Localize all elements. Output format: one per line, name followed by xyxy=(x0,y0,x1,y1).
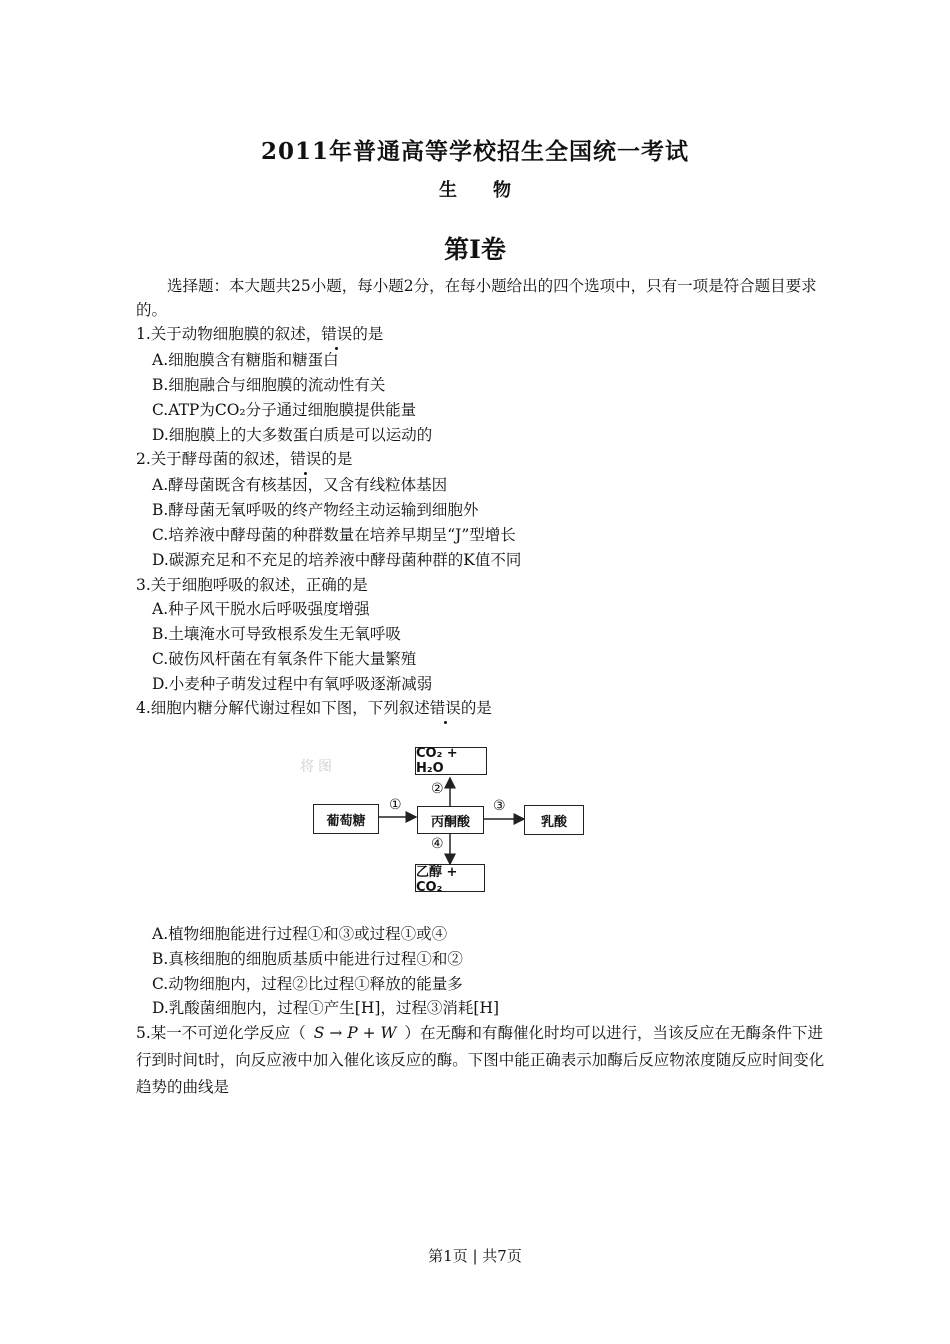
option-3b: B.土壤淹水可导致根系发生无氧呼吸 xyxy=(152,625,401,643)
option-4b: B.真核细胞的细胞质基质中能进行过程①和② xyxy=(152,950,463,968)
page-footer: 第1页 | 共7页 xyxy=(428,1247,522,1265)
question-4: 4.细胞内糖分解代谢过程如下图，下列叙述错误的是 xyxy=(136,696,492,720)
emphasis-dots: 错误 xyxy=(430,696,461,720)
section-title: 第Ⅰ卷 xyxy=(444,235,506,264)
question-3: 3.关于细胞呼吸的叙述，正确的是 xyxy=(136,576,368,594)
box-co2-h2o: CO₂ + H₂O xyxy=(415,747,487,775)
option-2c: C.培养液中酵母菌的种群数量在培养早期呈“J”型增长 xyxy=(152,526,516,544)
option-2b: B.酵母菌无氧呼吸的终产物经主动运输到细胞外 xyxy=(152,501,479,519)
option-2d: D.碳源充足和不充足的培养液中酵母菌种群的K值不同 xyxy=(152,551,522,569)
subject-title: 生 物 xyxy=(439,180,511,201)
question-1: 1.关于动物细胞膜的叙述，错误的是 xyxy=(136,322,383,346)
option-4c: C.动物细胞内，过程②比过程①释放的能量多 xyxy=(152,975,463,993)
option-1b: B.细胞融合与细胞膜的流动性有关 xyxy=(152,376,386,394)
option-1c: C.ATP为CO₂分子通过细胞膜提供能量 xyxy=(152,401,417,419)
diagram-watermark: 将图 xyxy=(300,759,336,775)
step-label-1: ① xyxy=(389,797,402,813)
step-label-4: ④ xyxy=(431,836,444,852)
option-1a: A.细胞膜含有糖脂和糖蛋白 xyxy=(152,351,339,369)
box-pyruvate: 丙酮酸 xyxy=(417,806,484,834)
box-lactate: 乳酸 xyxy=(524,805,584,835)
option-2a: A.酵母菌既含有核基因，又含有线粒体基因 xyxy=(152,476,448,494)
option-1d: D.细胞膜上的大多数蛋白质是可以运动的 xyxy=(152,426,433,444)
instructions: 选择题：本大题共25小题，每小题2分，在每小题给出的四个选项中，只有一项是符合题目要求的。 xyxy=(136,277,817,319)
question-2: 2.关于酵母菌的叙述，错误的是 xyxy=(136,447,352,471)
reaction-formula: S → P + W xyxy=(313,1024,397,1042)
step-label-3: ③ xyxy=(493,798,506,814)
question-5: 5.某一不可逆化学反应（ S → P + W ）在无酶和有酶催化时均可以进行，当该反应在无酶条件下进行到时间t时，向反应液中加入催化该反应的酶。下图中能正确表示加酶后反应物浓度随反应时间变化趋势的曲线是 xyxy=(136,1024,825,1096)
emphasis-dots: 错误 xyxy=(321,322,352,346)
option-4a: A.植物细胞能进行过程①和③或过程①或④ xyxy=(152,925,448,943)
emphasis-dots: 错误 xyxy=(290,447,321,471)
option-3a: A.种子风干脱水后呼吸强度增强 xyxy=(152,600,370,618)
option-3d: D.小麦种子萌发过程中有氧呼吸逐渐减弱 xyxy=(152,675,433,693)
box-ethanol-co2: 乙醇 + CO₂ xyxy=(415,864,485,892)
box-glucose: 葡萄糖 xyxy=(313,804,379,834)
option-4d: D.乳酸菌细胞内，过程①产生[H]，过程③消耗[H] xyxy=(152,999,500,1017)
page-title: 2011年普通高等学校招生全国统一考试 xyxy=(260,138,689,165)
step-label-2: ② xyxy=(431,781,444,797)
option-3c: C.破伤风杆菌在有氧条件下能大量繁殖 xyxy=(152,650,417,668)
